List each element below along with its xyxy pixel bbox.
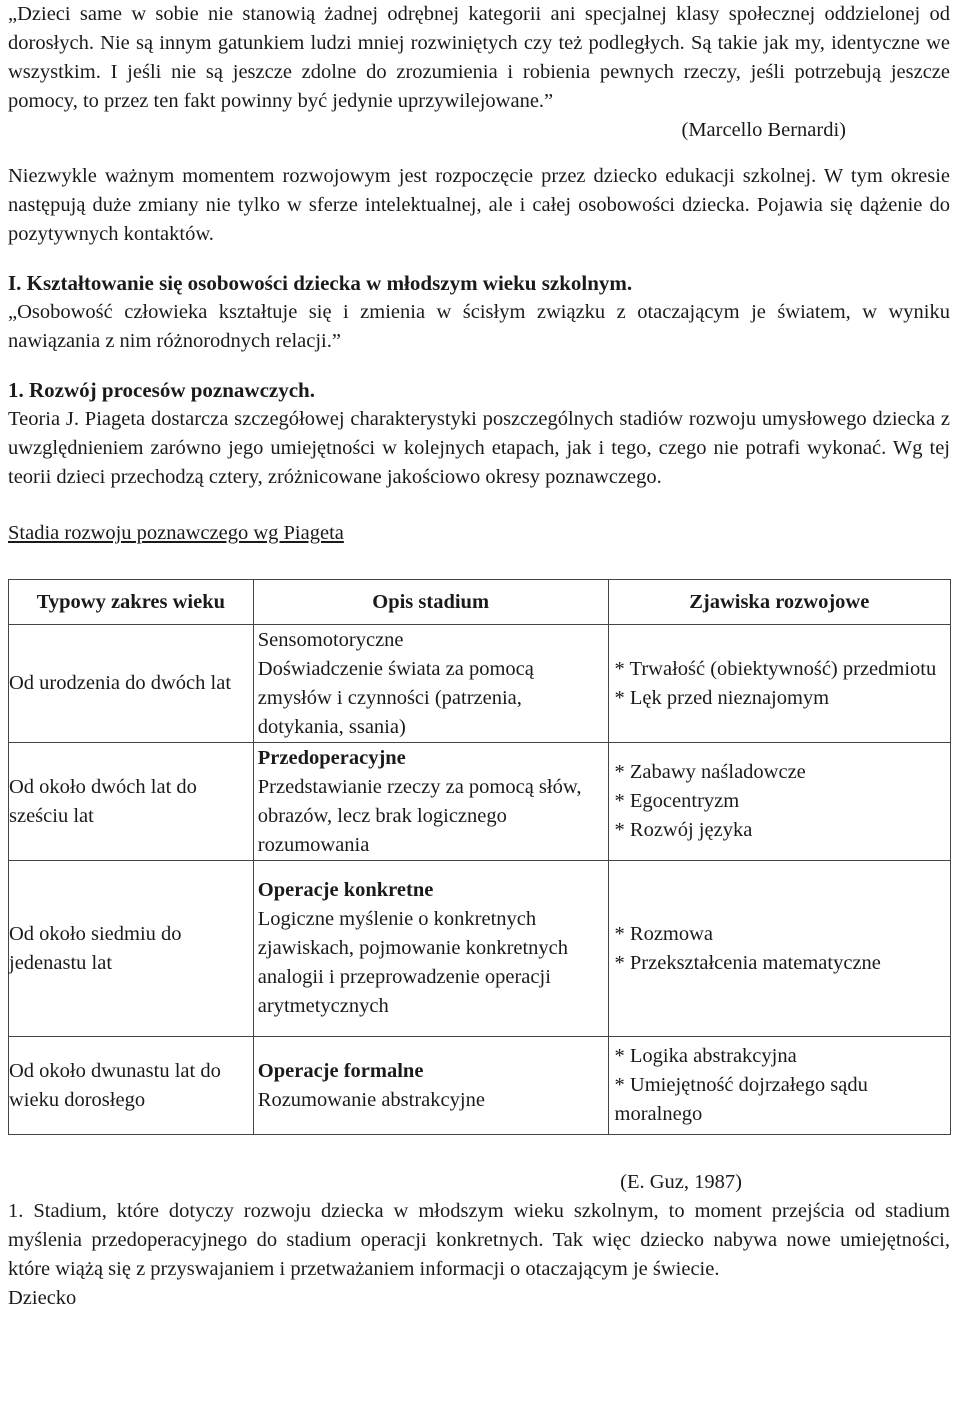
phenomena-cell [608,743,950,861]
table-row [9,625,951,743]
stage-cell [253,743,608,861]
section-quote: „Osobowość człowieka kształtuje się i zmienia w ścisłym związku z otaczającym je światem, w wyniku nawiązania z nim różnorodnych relacji.” [8,301,950,352]
stage-cell [253,861,608,1037]
spacer [8,356,950,376]
piaget-stages-table [8,579,951,1135]
column-header: Typowy zakres wieku [9,580,254,625]
phenomena-cell [608,625,950,743]
age-cell: Od urodzenia do dwóch lat [9,625,254,743]
table-row [9,861,951,1037]
spacer [8,492,950,519]
section-heading: I. Kształtowanie się osobowości dziecka w młodszym wieku szkolnym. [8,271,633,295]
stage-description: Doświadczenie świata za pomocą zmysłów i czynności (patrzenia, dotykania, ssania) [257,657,534,738]
phenomenon: * Umiejętność dojrzałego sądu moralnego [614,1074,868,1125]
table-row [9,743,951,861]
phenomenon: * Logika abstrakcyjna [614,1045,797,1067]
table-header-row [9,580,951,625]
closing-paragraph: 1. Stadium, które dotyczy rozwoju dziecka w młodszym wieku szkolnym, to moment przejścia od stadium myślenia przedoperacyjnego do stadium operacji konkretnych. Tak więc dziecko nabywa nowe umiejętności, które wiążą się z przyswajaniem i przetważaniem informacji o otaczającym je świecie. [8,1200,950,1280]
phenomenon: * Rozmowa [614,922,714,945]
stage-name: Przedoperacyjne [257,746,406,769]
intro-paragraph: Niezwykle ważnym momentem rozwojowym jest rozpoczęcie przez dziecko edukacji szkolnej. W tym okresie następują duże zmiany nie tylko w sferze intelektualnej, ale i całej osobowości dziecka. Pojawia się dążenie do pozytywnych kontaktów. [8,165,950,245]
quote-author: (Marcello Bernardi) [681,119,846,141]
phenomena-cell [608,861,950,1037]
piaget-paragraph: Teoria J. Piageta dostarcza szczegółowej charakterystyki poszczególnych stadiów rozwoju umysłowego dziecka z uwzględnieniem zarówno jego umiejętności w kolejnych etapach, jak i tego, czego nie potrafi wykonać. Wg tej teorii dzieci przechodzą cztery, zróżnicowane jakościowo okresy poznawczego. [8,408,950,488]
stage-cell [253,1037,608,1135]
column-header: Opis stadium [253,580,608,625]
closing-word: Dziecko [8,1287,77,1309]
table-source: (E. Guz, 1987) [620,1171,742,1193]
spacer [8,145,950,162]
phenomenon: * Zabawy naśladowcze [614,761,806,783]
phenomena-cell [608,1037,950,1135]
stage-cell [253,625,608,743]
opening-quote: „Dzieci same w sobie nie stanowią żadnej odrębnej kategorii ani specjalnej klasy społecznej oddzielonej od dorosłych. Nie są innym gatunkiem ludzi mniej rozwiniętych czy też podległych. Są takie jak my, identyczne we wszystkim. I jeśli nie są jeszcze zdolne do zrozumienia i robienia pewnych rzeczy, jeśli potrzebują jeszcze pomocy, to przez ten fakt powinny być jedynie uprzywilejowane.” [8,3,950,112]
stage-name: Operacje konkretne [257,879,434,901]
table-caption: Stadia rozwoju poznawczego wg Piageta [8,522,344,544]
phenomenon: * Lęk przed nieznajomym [614,686,830,709]
document-page [8,0,950,1313]
age-cell: Od około dwunastu lat do wieku dorosłego [9,1037,254,1135]
stage-description: Rozumowanie abstrakcyjne [257,1088,485,1111]
stage-name: Sensomotoryczne [257,628,404,651]
stage-description: Logiczne myślenie o konkretnych zjawiskach, pojmowanie konkretnych analogii i przeprowadzenie operacji arytmetycznych [257,908,569,1017]
phenomenon: * Rozwój języka [614,819,753,841]
stage-name: Operacje formalne [257,1059,424,1082]
table-row [9,1037,951,1135]
age-cell: Od około dwóch lat do sześciu lat [9,743,254,861]
phenomenon: * Trwałość (obiektywność) przedmiotu [614,657,937,680]
phenomenon: * Egocentryzm [614,790,740,812]
stage-description: Przedstawianie rzeczy za pomocą słów, obrazów, lecz brak logicznego rozumowania [257,775,582,856]
phenomenon: * Przekształcenia matematyczne [614,951,881,974]
age-cell: Od około siedmiu do jedenastu lat [9,861,254,1037]
column-header: Zjawiska rozwojowe [608,580,950,625]
spacer [8,249,950,269]
subsection-heading: 1. Rozwój procesów poznawczych. [8,378,315,402]
